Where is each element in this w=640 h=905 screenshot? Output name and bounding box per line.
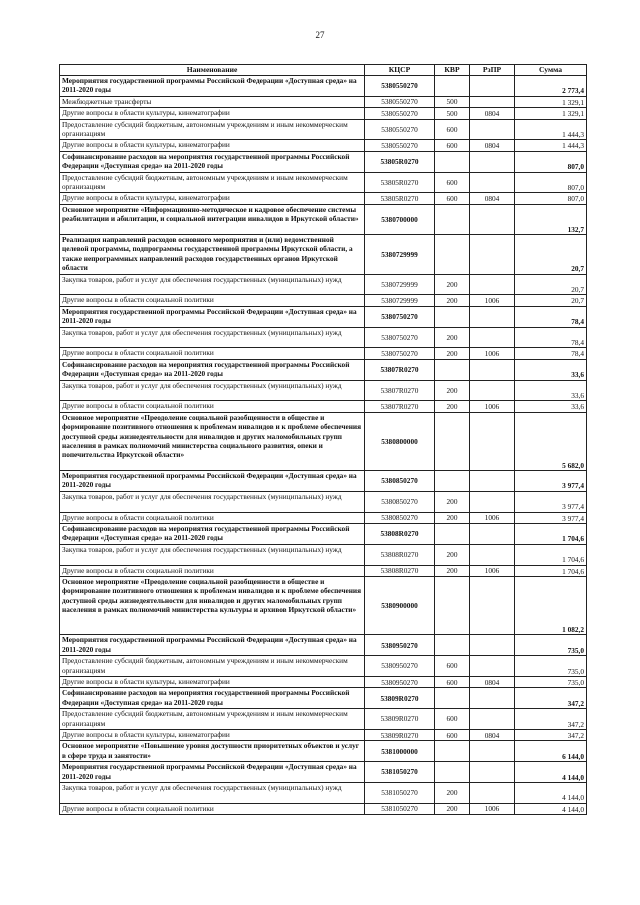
cell-sum: 347,2: [515, 730, 587, 741]
cell-rzpr: 0804: [470, 193, 515, 204]
cell-kvr: 200: [435, 327, 470, 348]
cell-kcsr: 5380550270: [365, 96, 435, 107]
cell-kcsr: 5380729999: [365, 274, 435, 295]
cell-name: Мероприятия государственной программы Российской Федерации «Доступная среда» на 2011-2020 годы: [60, 76, 365, 97]
cell-sum: 1 704,6: [515, 565, 587, 576]
cell-name: Другие вопросы в области социальной политики: [60, 295, 365, 306]
cell-sum: 2 773,4: [515, 76, 587, 97]
cell-kvr: 600: [435, 119, 470, 140]
cell-kcsr: 53805R0270: [365, 172, 435, 193]
cell-rzpr: [470, 119, 515, 140]
cell-kcsr: 5380550270: [365, 76, 435, 97]
cell-kvr: [435, 151, 470, 172]
cell-kvr: 600: [435, 730, 470, 741]
cell-rzpr: [470, 327, 515, 348]
cell-sum: 1 329,1: [515, 96, 587, 107]
cell-name: Предоставление субсидий бюджетным, автономным учреждениям и иным некоммерческим организациям: [60, 119, 365, 140]
cell-kcsr: 53807R0270: [365, 380, 435, 401]
cell-sum: 4 144,0: [515, 803, 587, 814]
cell-kvr: 600: [435, 193, 470, 204]
cell-name: Другие вопросы в области культуры, кинематографии: [60, 193, 365, 204]
table-row: [60, 76, 587, 97]
cell-kcsr: 5380950270: [365, 656, 435, 677]
header-sum: Сумма: [515, 65, 587, 76]
cell-name: Другие вопросы в области социальной политики: [60, 565, 365, 576]
cell-kvr: 600: [435, 709, 470, 730]
cell-sum: 33,6: [515, 380, 587, 401]
cell-sum: 1 329,1: [515, 108, 587, 119]
cell-sum: 1 704,6: [515, 544, 587, 565]
cell-name: Закупка товаров, работ и услуг для обеспечения государственных (муниципальных) нужд: [60, 783, 365, 804]
cell-rzpr: [470, 204, 515, 234]
cell-rzpr: [470, 274, 515, 295]
cell-name: Предоставление субсидий бюджетным, автономным учреждениям и иным некоммерческим организациям: [60, 656, 365, 677]
budget-table: [59, 64, 587, 815]
cell-name: Основное мероприятие «Преодоление социальной разобщенности в обществе и формирование позитивного отношения к проблемам инвалидов и к проблеме обеспечения доступной среды жизнедеятельности для инвалидов и других маломобильных групп населения в рамках полномочий министерства культуры и архивов Иркутской области»: [60, 577, 365, 635]
cell-kcsr: 5380950270: [365, 677, 435, 688]
cell-sum: 807,0: [515, 151, 587, 172]
cell-kcsr: 5380750270: [365, 348, 435, 359]
cell-rzpr: [470, 709, 515, 730]
cell-kvr: [435, 204, 470, 234]
table-row: [60, 119, 587, 140]
cell-name: Реализация направлений расходов основного мероприятия и (или) ведомственной целевой программы, подпрограммы государственной программы Иркутской области, а также непрограммных направлений расходов государственных органов Иркутской области: [60, 234, 365, 274]
cell-sum: 1 082,2: [515, 577, 587, 635]
cell-name: Другие вопросы в области культуры, кинематографии: [60, 140, 365, 151]
cell-kvr: 200: [435, 803, 470, 814]
cell-rzpr: 1006: [470, 401, 515, 412]
cell-name: Другие вопросы в области социальной политики: [60, 803, 365, 814]
cell-rzpr: [470, 172, 515, 193]
cell-kcsr: 5380550270: [365, 108, 435, 119]
cell-rzpr: [470, 577, 515, 635]
cell-kvr: [435, 306, 470, 327]
cell-name: Основное мероприятие «Повышение уровня доступности приоритетных объектов и услуг в сфере труда и занятости»: [60, 741, 365, 762]
table-row: [60, 491, 587, 512]
cell-rzpr: 1006: [470, 295, 515, 306]
table-row: [60, 762, 587, 783]
header-kcsr: КЦСР: [365, 65, 435, 76]
cell-sum: 20,7: [515, 274, 587, 295]
cell-rzpr: [470, 762, 515, 783]
cell-kcsr: 5380729999: [365, 295, 435, 306]
cell-rzpr: [470, 635, 515, 656]
cell-sum: 5 682,0: [515, 412, 587, 470]
cell-rzpr: [470, 783, 515, 804]
cell-kvr: 600: [435, 677, 470, 688]
cell-rzpr: 1006: [470, 565, 515, 576]
cell-sum: 4 144,0: [515, 783, 587, 804]
cell-kcsr: 53808R0270: [365, 544, 435, 565]
cell-sum: 78,4: [515, 327, 587, 348]
cell-kvr: 500: [435, 96, 470, 107]
cell-kvr: 200: [435, 401, 470, 412]
cell-kcsr: 53807R0270: [365, 359, 435, 380]
cell-kvr: 200: [435, 491, 470, 512]
table-row: [60, 730, 587, 741]
cell-sum: 347,2: [515, 688, 587, 709]
cell-kcsr: 5380750270: [365, 327, 435, 348]
cell-kvr: 200: [435, 783, 470, 804]
cell-kvr: [435, 577, 470, 635]
cell-kvr: 200: [435, 544, 470, 565]
cell-kcsr: 5380729999: [365, 234, 435, 274]
table-row: [60, 677, 587, 688]
table-row: [60, 577, 587, 635]
cell-kvr: [435, 741, 470, 762]
header-kvr: КВР: [435, 65, 470, 76]
cell-rzpr: [470, 96, 515, 107]
table-row: [60, 327, 587, 348]
table-row: [60, 401, 587, 412]
table-row: [60, 274, 587, 295]
cell-kcsr: 5380950270: [365, 635, 435, 656]
cell-sum: 807,0: [515, 193, 587, 204]
table-row: [60, 741, 587, 762]
page-number: 27: [315, 30, 325, 40]
header-rzpr: РзПР: [470, 65, 515, 76]
cell-rzpr: [470, 359, 515, 380]
cell-name: Другие вопросы в области культуры, кинематографии: [60, 677, 365, 688]
cell-kvr: [435, 762, 470, 783]
cell-sum: 6 144,0: [515, 741, 587, 762]
cell-rzpr: [470, 524, 515, 545]
cell-kcsr: 53805R0270: [365, 193, 435, 204]
header-row: [60, 65, 587, 76]
cell-kvr: 500: [435, 108, 470, 119]
cell-rzpr: [470, 544, 515, 565]
cell-name: Предоставление субсидий бюджетным, автономным учреждениям и иным некоммерческим организациям: [60, 709, 365, 730]
table-row: [60, 306, 587, 327]
cell-kcsr: 53807R0270: [365, 401, 435, 412]
cell-name: Софинансирование расходов на мероприятия государственной программы Российской Федерации «Доступная среда» на 2011-2020 годы: [60, 688, 365, 709]
cell-name: Мероприятия государственной программы Российской Федерации «Доступная среда» на 2011-2020 годы: [60, 471, 365, 492]
table-row: [60, 204, 587, 234]
cell-rzpr: 1006: [470, 348, 515, 359]
cell-sum: 33,6: [515, 359, 587, 380]
cell-sum: 1 704,6: [515, 524, 587, 545]
cell-kvr: [435, 688, 470, 709]
cell-sum: 4 144,0: [515, 762, 587, 783]
cell-rzpr: 1006: [470, 512, 515, 523]
table-row: [60, 635, 587, 656]
table-row: [60, 140, 587, 151]
cell-kvr: 200: [435, 295, 470, 306]
cell-kcsr: 53805R0270: [365, 151, 435, 172]
table-row: [60, 512, 587, 523]
cell-name: Закупка товаров, работ и услуг для обеспечения государственных (муниципальных) нужд: [60, 327, 365, 348]
cell-name: Межбюджетные трансферты: [60, 96, 365, 107]
cell-name: Другие вопросы в области культуры, кинематографии: [60, 108, 365, 119]
cell-rzpr: [470, 234, 515, 274]
cell-sum: 735,0: [515, 677, 587, 688]
cell-sum: 735,0: [515, 635, 587, 656]
cell-kcsr: 53808R0270: [365, 565, 435, 576]
cell-kvr: 200: [435, 512, 470, 523]
cell-name: Предоставление субсидий бюджетным, автономным учреждениям и иным некоммерческим организациям: [60, 172, 365, 193]
cell-kcsr: 5380900000: [365, 577, 435, 635]
cell-rzpr: [470, 688, 515, 709]
cell-sum: 1 444,3: [515, 119, 587, 140]
cell-kcsr: 5381050270: [365, 762, 435, 783]
table-row: [60, 151, 587, 172]
table-row: [60, 803, 587, 814]
table-row: [60, 471, 587, 492]
table-row: [60, 348, 587, 359]
cell-name: Основное мероприятие «Информационно-методическое и кадровое обеспечение системы реабилитации и абилитации, и социальной интеграции инвалидов в Иркутской области»: [60, 204, 365, 234]
cell-sum: 3 977,4: [515, 491, 587, 512]
cell-rzpr: [470, 491, 515, 512]
cell-kvr: 600: [435, 656, 470, 677]
cell-rzpr: [470, 76, 515, 97]
cell-name: Закупка товаров, работ и услуг для обеспечения государственных (муниципальных) нужд: [60, 380, 365, 401]
table-row: [60, 193, 587, 204]
table-row: [60, 656, 587, 677]
cell-sum: 3 977,4: [515, 512, 587, 523]
cell-kcsr: 5381000000: [365, 741, 435, 762]
cell-sum: 132,7: [515, 204, 587, 234]
cell-rzpr: 0804: [470, 730, 515, 741]
cell-sum: 78,4: [515, 348, 587, 359]
cell-sum: 347,2: [515, 709, 587, 730]
cell-kvr: [435, 359, 470, 380]
cell-name: Другие вопросы в области социальной политики: [60, 401, 365, 412]
cell-sum: 33,6: [515, 401, 587, 412]
table-row: [60, 524, 587, 545]
cell-name: Закупка товаров, работ и услуг для обеспечения государственных (муниципальных) нужд: [60, 491, 365, 512]
cell-name: Софинансирование расходов на мероприятия государственной программы Российской Федерации «Доступная среда» на 2011-2020 годы: [60, 151, 365, 172]
cell-kvr: [435, 471, 470, 492]
cell-name: Мероприятия государственной программы Российской Федерации «Доступная среда» на 2011-2020 годы: [60, 306, 365, 327]
table-row: [60, 108, 587, 119]
table-row: [60, 234, 587, 274]
cell-name: Основное мероприятие «Преодоление социальной разобщенности в обществе и формирование позитивного отношения к проблемам инвалидов и к проблеме обеспечения доступной среды жизнедеятельности для инвалидов и других маломобильных групп населения в рамках полномочий министерства социального развития, опеки и попечительства Иркутской области»: [60, 412, 365, 470]
cell-rzpr: [470, 306, 515, 327]
table-row: [60, 172, 587, 193]
cell-sum: 78,4: [515, 306, 587, 327]
table-row: [60, 295, 587, 306]
cell-kvr: [435, 412, 470, 470]
cell-name: Другие вопросы в области культуры, кинематографии: [60, 730, 365, 741]
header-name: Наименование: [60, 65, 365, 76]
cell-kcsr: 5380800000: [365, 412, 435, 470]
cell-name: Софинансирование расходов на мероприятия государственной программы Российской Федерации «Доступная среда» на 2011-2020 годы: [60, 359, 365, 380]
cell-kvr: [435, 635, 470, 656]
cell-kcsr: 53809R0270: [365, 709, 435, 730]
cell-kvr: 200: [435, 274, 470, 295]
cell-kvr: [435, 524, 470, 545]
cell-name: Другие вопросы в области социальной политики: [60, 348, 365, 359]
cell-name: Закупка товаров, работ и услуг для обеспечения государственных (муниципальных) нужд: [60, 274, 365, 295]
cell-kcsr: 53808R0270: [365, 524, 435, 545]
cell-rzpr: 1006: [470, 803, 515, 814]
cell-kvr: 600: [435, 172, 470, 193]
table-row: [60, 688, 587, 709]
cell-sum: 735,0: [515, 656, 587, 677]
table-row: [60, 544, 587, 565]
cell-kvr: 200: [435, 380, 470, 401]
cell-rzpr: [470, 471, 515, 492]
cell-kcsr: 5380550270: [365, 140, 435, 151]
table-row: [60, 96, 587, 107]
cell-kvr: 200: [435, 565, 470, 576]
table-row: [60, 412, 587, 470]
cell-rzpr: [470, 412, 515, 470]
cell-kvr: 200: [435, 348, 470, 359]
table-row: [60, 359, 587, 380]
cell-kcsr: 5381050270: [365, 803, 435, 814]
cell-rzpr: [470, 151, 515, 172]
cell-kvr: [435, 76, 470, 97]
cell-name: Мероприятия государственной программы Российской Федерации «Доступная среда» на 2011-2020 годы: [60, 635, 365, 656]
cell-kvr: [435, 234, 470, 274]
cell-kcsr: 5381050270: [365, 783, 435, 804]
cell-rzpr: 0804: [470, 108, 515, 119]
cell-sum: 3 977,4: [515, 471, 587, 492]
cell-name: Закупка товаров, работ и услуг для обеспечения государственных (муниципальных) нужд: [60, 544, 365, 565]
cell-kcsr: 5380850270: [365, 491, 435, 512]
cell-kcsr: 5380700000: [365, 204, 435, 234]
cell-sum: 20,7: [515, 295, 587, 306]
cell-kcsr: 5380550270: [365, 119, 435, 140]
table-row: [60, 565, 587, 576]
cell-rzpr: 0804: [470, 677, 515, 688]
cell-rzpr: 0804: [470, 140, 515, 151]
cell-kcsr: 5380850270: [365, 471, 435, 492]
cell-sum: 807,0: [515, 172, 587, 193]
cell-kcsr: 5380750270: [365, 306, 435, 327]
table-row: [60, 380, 587, 401]
cell-kcsr: 53809R0270: [365, 730, 435, 741]
cell-kcsr: 53809R0270: [365, 688, 435, 709]
cell-name: Софинансирование расходов на мероприятия государственной программы Российской Федерации «Доступная среда» на 2011-2020 годы: [60, 524, 365, 545]
cell-rzpr: [470, 656, 515, 677]
cell-sum: 20,7: [515, 234, 587, 274]
cell-rzpr: [470, 380, 515, 401]
table-body: [60, 76, 587, 815]
cell-name: Другие вопросы в области социальной политики: [60, 512, 365, 523]
cell-kvr: 600: [435, 140, 470, 151]
table-row: [60, 709, 587, 730]
cell-kcsr: 5380850270: [365, 512, 435, 523]
cell-rzpr: [470, 741, 515, 762]
cell-sum: 1 444,3: [515, 140, 587, 151]
cell-name: Мероприятия государственной программы Российской Федерации «Доступная среда» на 2011-2020 годы: [60, 762, 365, 783]
table-row: [60, 783, 587, 804]
